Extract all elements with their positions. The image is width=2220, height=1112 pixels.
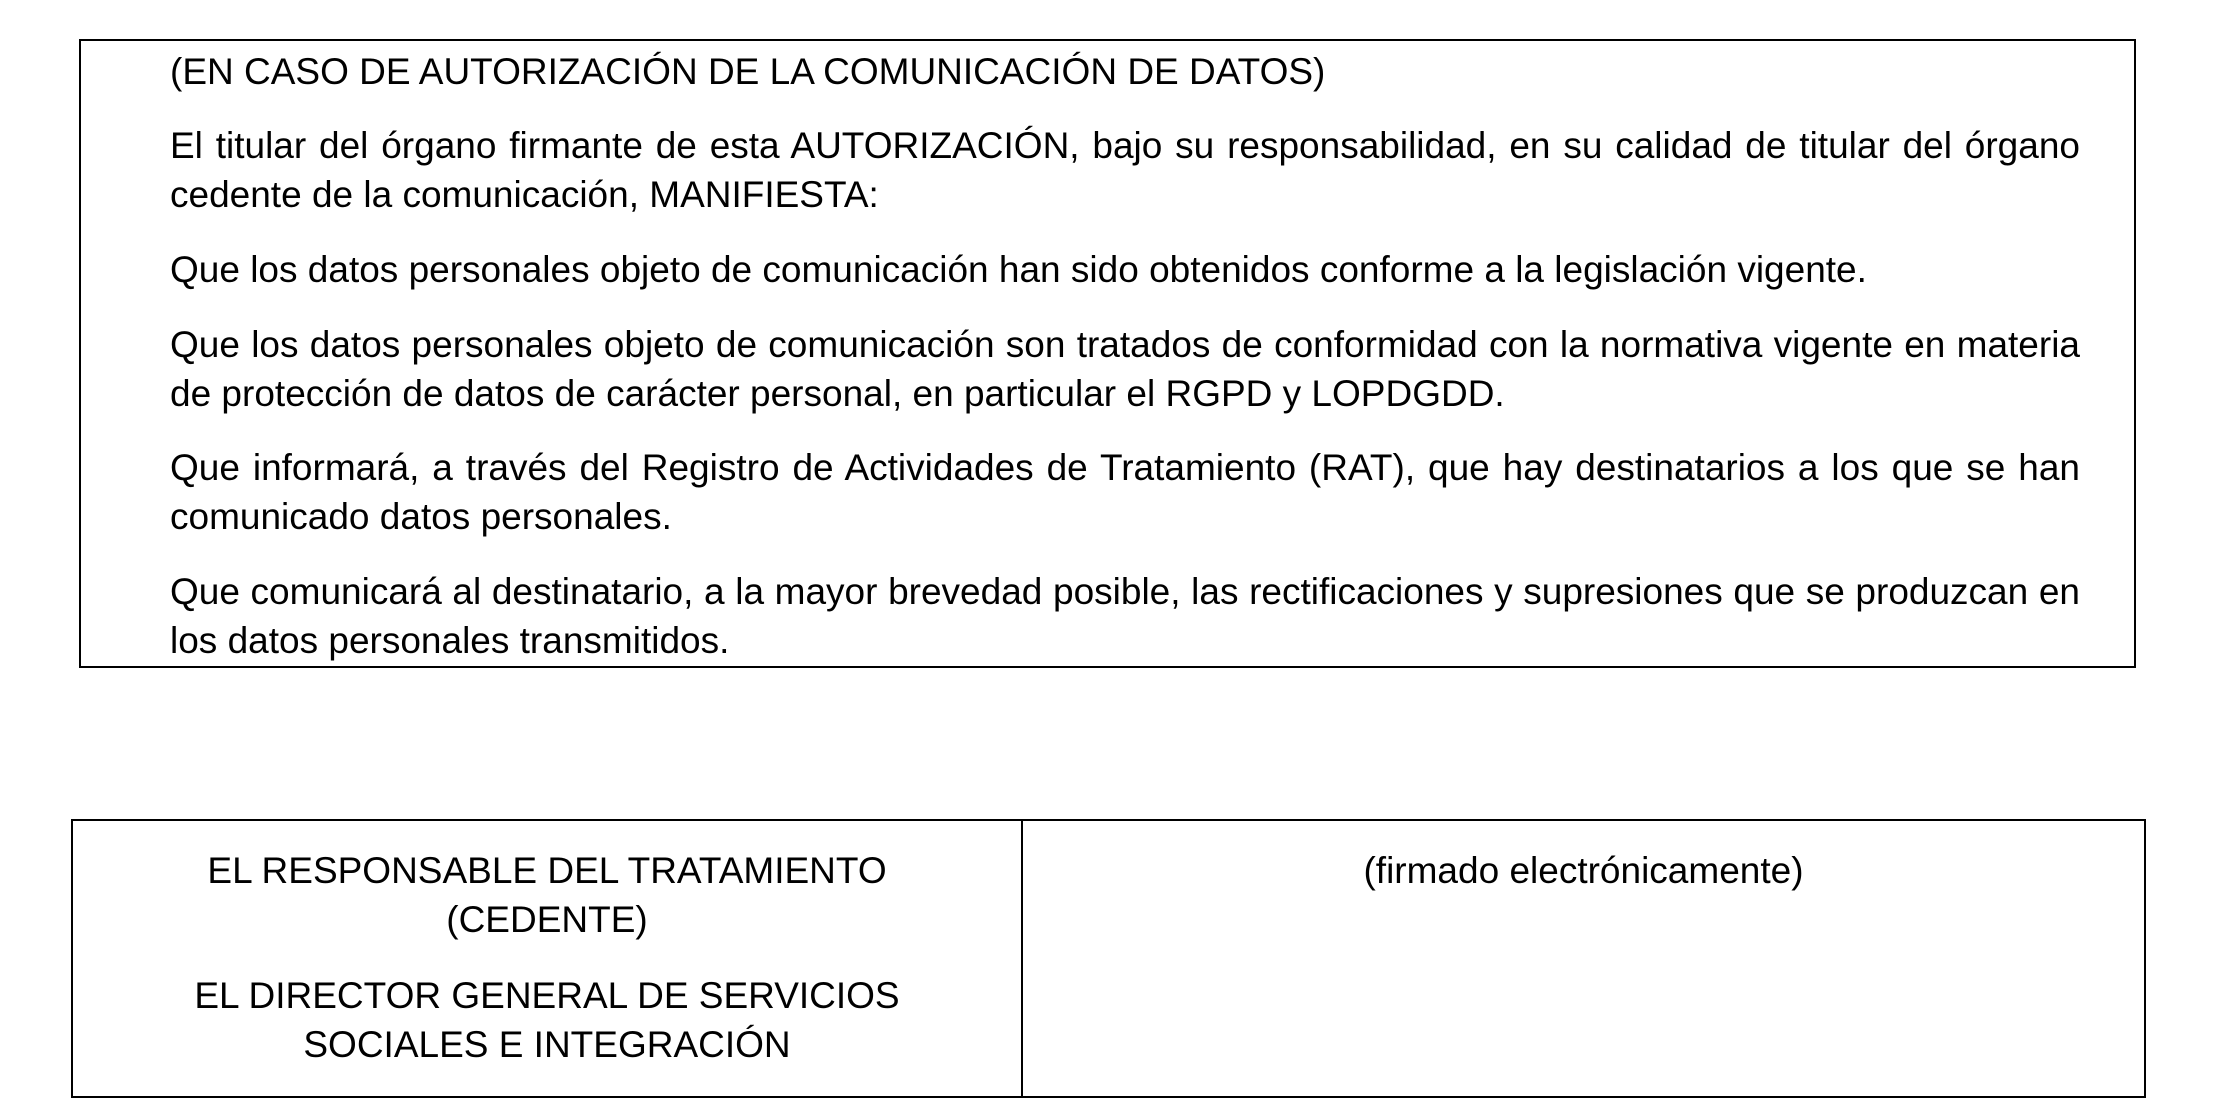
signatory-cell bbox=[73, 821, 1023, 1096]
manifest-item: Que los datos personales objeto de comunicación son tratados de conformidad con la normativa vigente en materia de protección de datos de carácter personal, en particular el RGPD y LOPDGDD. bbox=[170, 324, 2080, 414]
manifest-item: Que los datos personales objeto de comunicación han sido obtenidos conforme a la legislación vigente. bbox=[170, 249, 1867, 290]
manifest-box bbox=[79, 39, 2136, 668]
responsible-title-line: (CEDENTE) bbox=[446, 899, 648, 940]
manifest-heading: (EN CASO DE AUTORIZACIÓN DE LA COMUNICACIÓN DE DATOS) bbox=[170, 51, 1326, 92]
manifest-intro: El titular del órgano firmante de esta AUTORIZACIÓN, bajo su responsabilidad, en su calidad de titular del órgano cedente de la comunicación, MANIFIESTA: bbox=[170, 125, 2080, 215]
electronic-signature-note: (firmado electrónicamente) bbox=[1363, 850, 1804, 891]
responsible-title bbox=[73, 846, 1021, 944]
director-title bbox=[73, 971, 1021, 1069]
manifest-item: Que comunicará al destinatario, a la mayor brevedad posible, las rectificaciones y supresiones que se produzcan en los datos personales transmitidos. bbox=[170, 571, 2080, 661]
manifest-item: Que informará, a través del Registro de Actividades de Tratamiento (RAT), que hay destinatarios a los que se han comunicado datos personales. bbox=[170, 447, 2080, 537]
director-title-line: SOCIALES E INTEGRACIÓN bbox=[303, 1024, 791, 1065]
responsible-title-line: EL RESPONSABLE DEL TRATAMIENTO bbox=[207, 850, 887, 891]
signature-cell bbox=[1023, 821, 2144, 1096]
signature-table bbox=[71, 819, 2146, 1098]
director-title-line: EL DIRECTOR GENERAL DE SERVICIOS bbox=[194, 975, 900, 1016]
